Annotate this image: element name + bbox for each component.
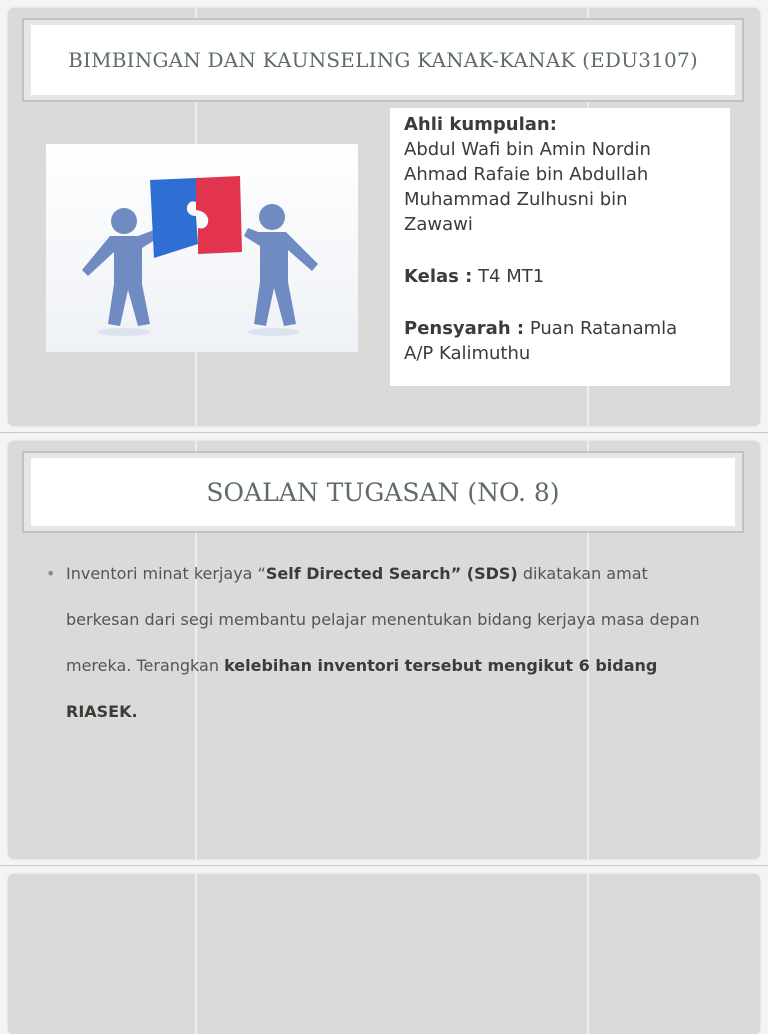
member-name: Ahmad Rafaie bin Abdullah — [404, 164, 649, 185]
question-part: ” — [450, 564, 467, 583]
question-part: dikatakan amat berkesan dari segi membantu pelajar menentukan bidang kerjaya masa depan mereka. Terangkan — [66, 564, 700, 675]
lecturer-value-2: A/P Kalimuthu — [404, 343, 531, 364]
class-line — [404, 264, 720, 289]
class-label: Kelas : — [404, 266, 473, 287]
slide-3 — [8, 874, 760, 1034]
members-label: Ahli kumpulan: — [404, 114, 557, 135]
slide-2-title: SOALAN TUGASAN (NO. 8) — [31, 458, 735, 526]
slide-1 — [8, 8, 760, 426]
member-name: Zawawi — [404, 214, 473, 235]
question-text — [50, 551, 720, 735]
slide-2-title-frame — [22, 451, 744, 533]
group-info-box — [390, 108, 730, 386]
slide-1-title: BIMBINGAN DAN KAUNSELING KANAK-KANAK (EDU3107) — [31, 25, 735, 95]
assignment-question — [46, 551, 720, 735]
member-name: Abdul Wafi bin Amin Nordin — [404, 139, 651, 160]
puzzle-teamwork-illustration — [46, 144, 358, 352]
slide-2 — [8, 441, 760, 859]
lecturer-value: Puan Ratanamla — [524, 318, 678, 339]
slide-divider — [0, 432, 768, 433]
lecturer-label: Pensyarah : — [404, 318, 525, 339]
question-bold: (SDS) — [466, 564, 518, 583]
slide-1-title-frame — [22, 18, 744, 102]
slide-divider — [0, 865, 768, 866]
question-bold: Self Directed Search — [265, 564, 451, 583]
bullet-dot-icon: • — [46, 564, 56, 583]
lecturer-line — [404, 316, 720, 341]
member-name: Muhammad Zulhusni bin — [404, 189, 628, 210]
question-part: Inventori minat kerjaya “ — [66, 564, 266, 583]
class-value: T4 MT1 — [472, 266, 545, 287]
puzzle-blue-piece — [150, 178, 198, 258]
teamwork-puzzle-image — [46, 144, 358, 352]
question-bold: kelebihan inventori tersebut mengikut 6 bidang RIASEK. — [66, 656, 658, 721]
